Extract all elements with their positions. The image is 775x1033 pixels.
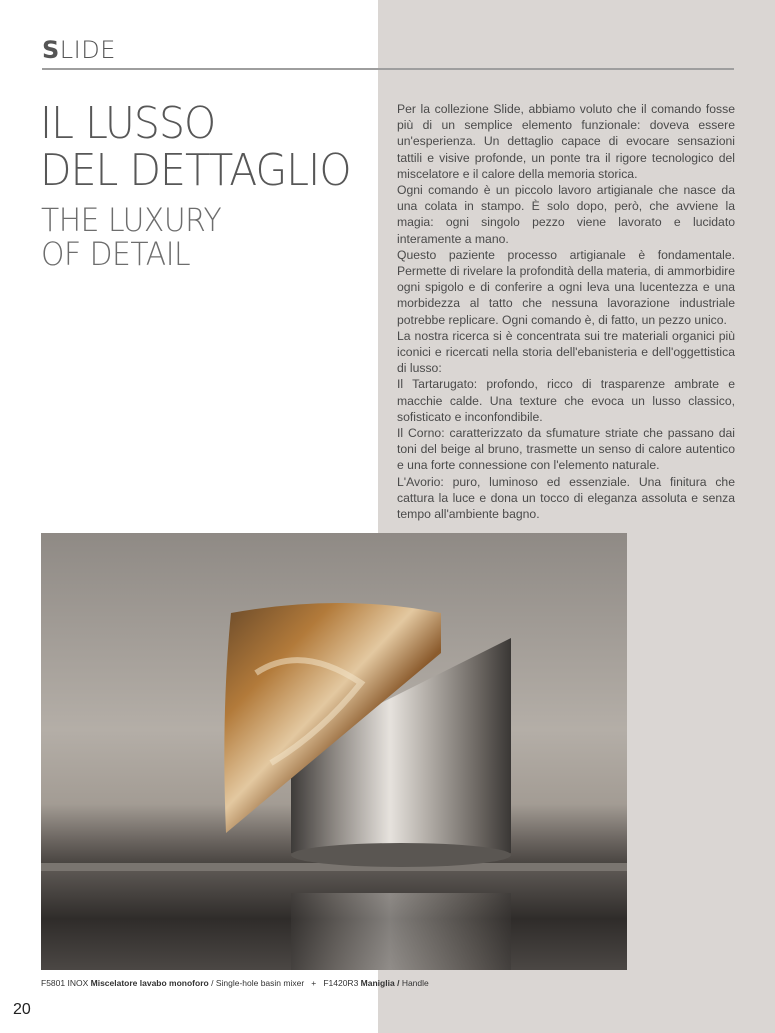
page-subtitle [41, 203, 353, 271]
body-paragraph: Per la collezione Slide, abbiamo voluto che il comando fosse più di un semplice elemento funzionale: doveva essere un'esperienza. Un dettaglio capace di evocare sensazioni tattili e visive profonde, un ponte tra il rigore tecnologico del miscelatore e il calore della memoria storica. [397, 102, 735, 181]
caption-plus: + [311, 978, 317, 988]
subtitle-line-1: THE LUXURY [41, 201, 222, 239]
caption-slash: / [397, 978, 400, 988]
photo-caption [41, 978, 661, 988]
header-divider [42, 68, 734, 70]
brand-initial: S [42, 36, 60, 64]
brand-rest: LIDE [59, 36, 116, 64]
body-paragraph: Il Tartarugato: profondo, ricco di trasparenze ambrate e macchie calde. Una texture che evoca un lusso classico, sofisticato e inconfondibile. [397, 377, 735, 424]
caption-en-2: Handle [401, 978, 429, 988]
mixer-base-shape [291, 843, 511, 867]
body-paragraph: La nostra ricerca si è concentrata sui tre materiali organici più iconici e ricercati nella storia dell'ebanisteria e dell'oggettistica di lusso: [397, 328, 735, 376]
mixer-illustration [41, 533, 627, 970]
caption-name-1: Miscelatore lavabo monoforo [90, 978, 209, 988]
body-paragraph: Il Corno: caratterizzato da sfumature striate che passano dai toni del beige al bruno, trasmette un senso di calore autentico e una forte connessione con l'elemento naturale. [397, 426, 735, 473]
body-paragraph: Ogni comando è un piccolo lavoro artigianale che nasce da una colata in stampo. È solo dopo, però, che avviene la magia: ogni singolo pezzo viene lavorato e lucidato interamente a mano. [397, 183, 735, 246]
subtitle-line-2: OF DETAIL [41, 235, 191, 273]
page-number: 20 [13, 1001, 31, 1018]
title-line-1: IL LUSSO [40, 98, 216, 149]
page-title [40, 100, 352, 194]
caption-code-1: F5801 INOX [41, 978, 89, 988]
product-photo [41, 533, 627, 970]
caption-code-2: F1420R3 [323, 978, 359, 988]
brand-header [42, 36, 116, 64]
title-line-2: DEL DETTAGLIO [40, 145, 351, 196]
caption-en-1: / Single-hole basin mixer [211, 978, 305, 988]
body-paragraph: L'Avorio: puro, luminoso ed essenziale. Una finitura che cattura la luce e dona un tocco di eleganza assoluta e senza tempo all'ambiente bagno. [397, 474, 735, 522]
body-paragraph: Questo paziente processo artigianale è fondamentale. Permette di rivelare la profondità della materia, di ammorbidire ogni spigolo e di conferire a ogni leva una lucentezza e una morbidezza al tatto che nessuna lavorazione industriale potrebbe replicare. Ogni comando è, di fatto, un pezzo unico. [397, 247, 735, 327]
body-text [397, 101, 735, 522]
reflection-shape [291, 893, 511, 970]
caption-name-2: Maniglia [360, 978, 395, 988]
